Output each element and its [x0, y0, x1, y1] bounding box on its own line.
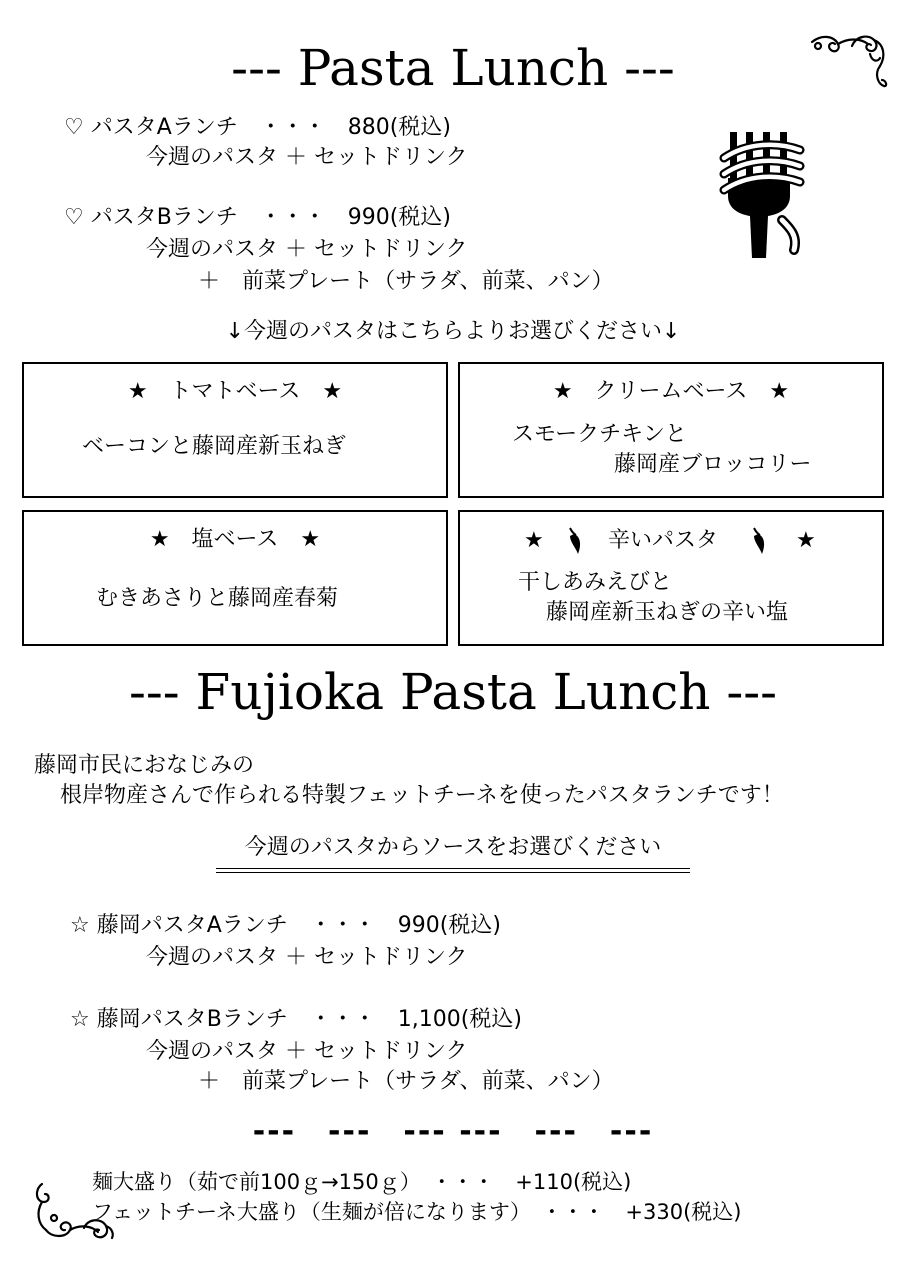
fujioka-choose-note: 今週のパスタからソースをお選びください	[244, 835, 662, 860]
pasta-a-lunch-detail: 今週のパスタ ＋ セットドリンク	[146, 145, 468, 170]
pasta-b-lunch-extra: ＋ 前菜プレート（サラダ、前菜、パン）	[198, 269, 614, 294]
flourish-ornament-bottom-left-icon	[32, 1180, 116, 1244]
fujioka-pasta-b-detail: 今週のパスタ ＋ セットドリンク	[146, 1039, 468, 1064]
pasta-box-spicy	[458, 510, 884, 646]
fujioka-pasta-a-detail: 今週のパスタ ＋ セットドリンク	[146, 945, 468, 970]
fujioka-pasta-a-name: ☆ 藤岡パスタAランチ ・・・ 990(税込)	[70, 913, 501, 938]
pasta-box-title: ★ クリームベース ★	[552, 379, 790, 404]
extra-fettuccine-option: フェットチーネ大盛り（生麺が倍になります） ・・・ +330(税込)	[92, 1200, 742, 1224]
fujioka-intro-line2: 根岸物産さんで作られる特製フェットチーネを使ったパスタランチです！	[60, 783, 784, 808]
section1-title: --- Pasta Lunch ---	[231, 39, 675, 97]
pasta-box-salt	[22, 510, 448, 646]
pasta-box-line: 藤岡産新玉ねぎの辛い塩	[546, 600, 789, 625]
pasta-box-title: ★ トマトベース ★	[127, 379, 343, 404]
pasta-box-title-star-left: ★	[524, 528, 544, 553]
pasta-a-lunch-name: ♡ パスタAランチ ・・・ 880(税込)	[64, 115, 451, 140]
extra-noodle-option: 麺大盛り（茹で前100ｇ→150ｇ） ・・・ +110(税込)	[92, 1170, 632, 1194]
fujioka-pasta-b-name: ☆ 藤岡パスタBランチ ・・・ 1,100(税込)	[70, 1007, 522, 1032]
chili-pepper-icon	[564, 526, 586, 556]
chili-pepper-icon	[748, 526, 770, 556]
pasta-choose-note: ↓今週のパスタはこちらよりお選びください↓	[225, 319, 681, 344]
section-divider: --- --- --- --- --- ---	[252, 1114, 654, 1149]
choose-note-underline	[216, 868, 690, 873]
pasta-box-title: ★ 塩ベース ★	[149, 527, 321, 552]
pasta-box-title-text: 辛いパスタ	[608, 528, 719, 553]
pasta-box-line: ベーコンと藤岡産新玉ねぎ	[82, 434, 347, 459]
section2-title: --- Fujioka Pasta Lunch ---	[128, 663, 778, 721]
pasta-b-lunch-name: ♡ パスタBランチ ・・・ 990(税込)	[64, 205, 451, 230]
pasta-box-line: 藤岡産ブロッコリー	[614, 452, 812, 477]
pasta-box-line: スモークチキンと	[512, 422, 687, 447]
fujioka-pasta-b-extra: ＋ 前菜プレート（サラダ、前菜、パン）	[198, 1069, 614, 1094]
pasta-box-line: むきあさりと藤岡産春菊	[96, 586, 339, 611]
pasta-fork-icon	[718, 128, 810, 260]
pasta-box-title-star-right: ★	[796, 528, 816, 553]
pasta-box-tomato	[22, 362, 448, 498]
pasta-box-line: 干しあみえびと	[518, 570, 673, 595]
pasta-box-cream	[458, 362, 884, 498]
fujioka-intro-line1: 藤岡市民におなじみの	[34, 753, 255, 778]
pasta-b-lunch-detail: 今週のパスタ ＋ セットドリンク	[146, 237, 468, 262]
